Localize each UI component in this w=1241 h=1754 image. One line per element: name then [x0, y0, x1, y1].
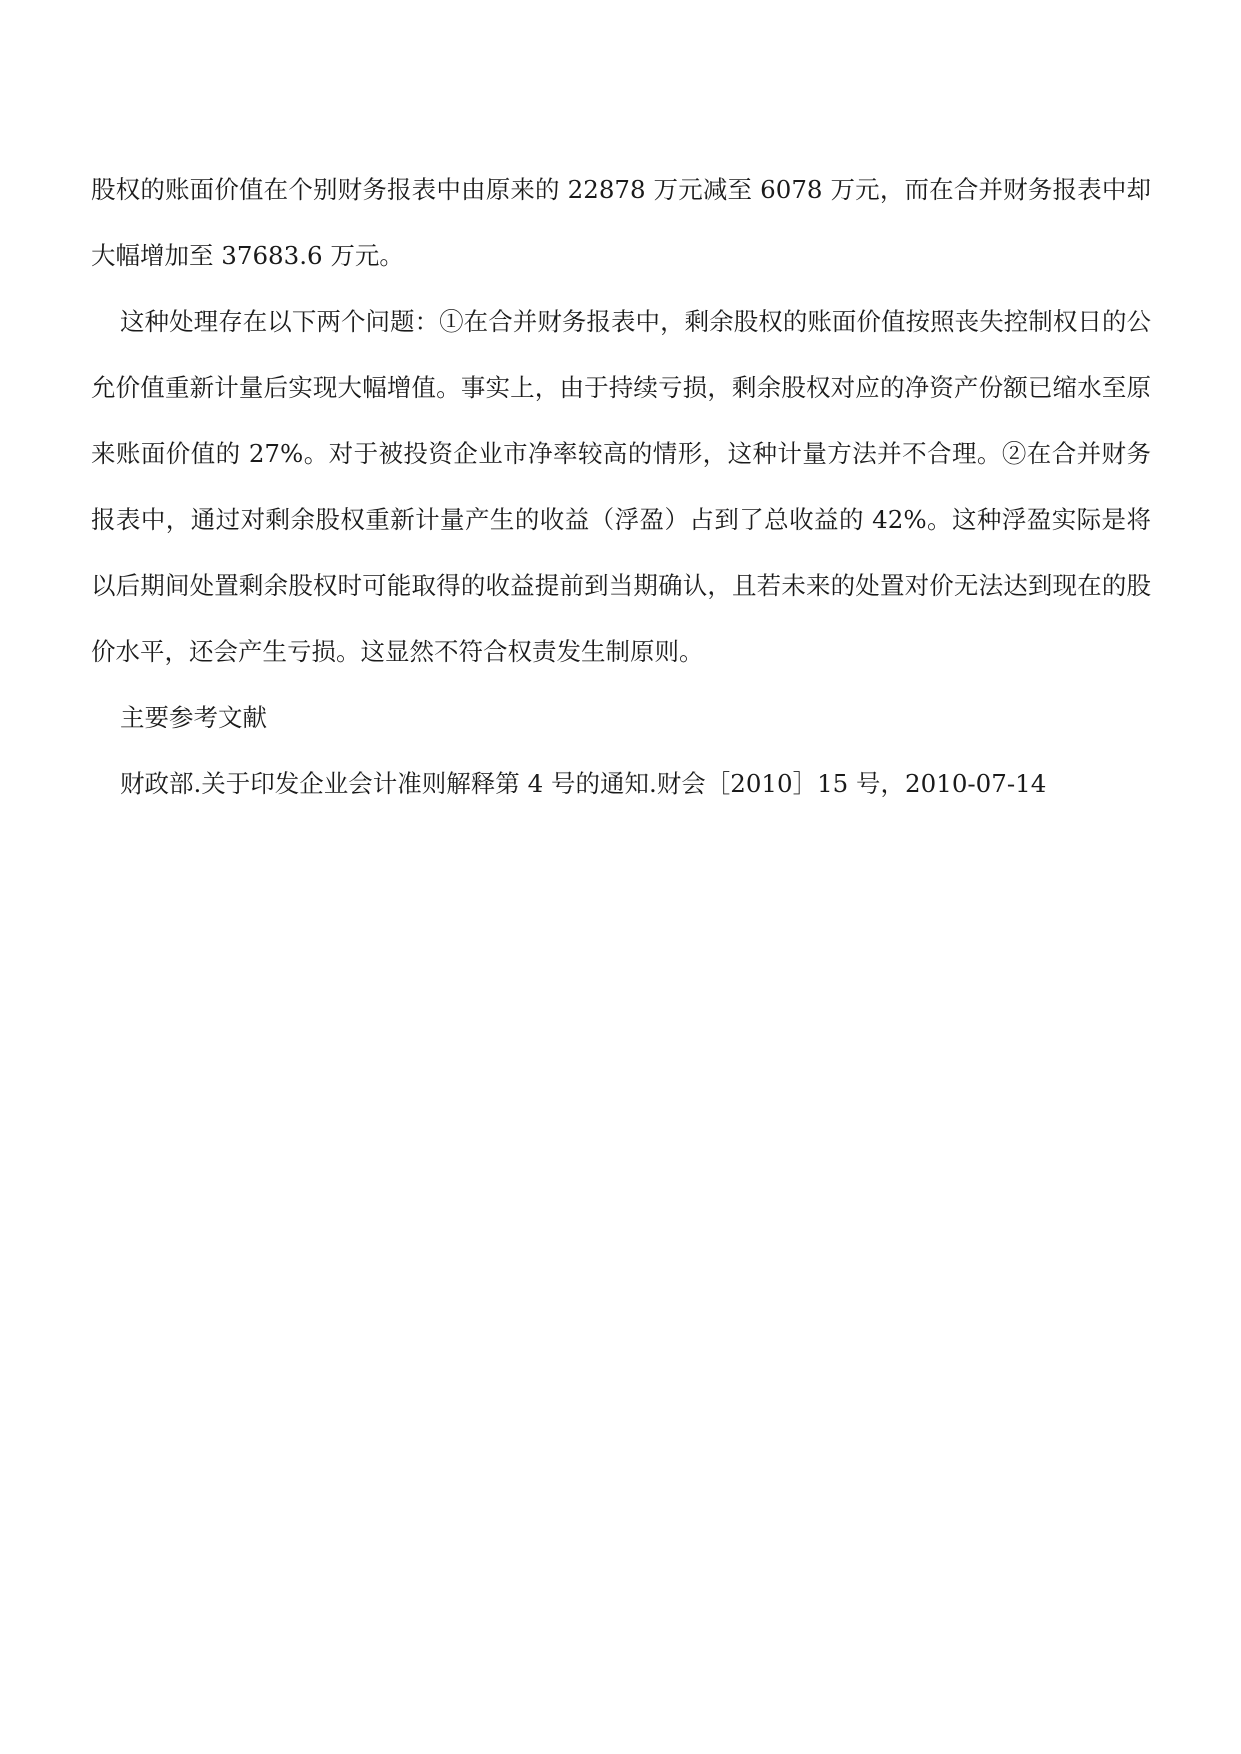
paragraph-issues: 这种处理存在以下两个问题：①在合并财务报表中，剩余股权的账面价值按照丧失控制权日的公允价值重新计量后实现大幅增值。事实上，由于持续亏损，剩余股权对应的净资产份额已缩水至原来账面价值的 27%。对于被投资企业市净率较高的情形，这种计量方法并不合理。②在合并财务报表中，通过对剩余股权重新计量产生的收益（浮盈）占到了总收益的 42%。这种浮盈实际是将以后期间处置剩余股权时可能取得的收益提前到当期确认，且若未来的处置对价无法达到现在的股价水平，还会产生亏损。这显然不符合权责发生制原则。 [91, 307, 1151, 666]
paragraph-continuation: 股权的账面价值在个别财务报表中由原来的 22878 万元减至 6078 万元，而在合并财务报表中却大幅增加至 37683.6 万元。 [91, 175, 1151, 270]
references-heading: 主要参考文献 [120, 703, 267, 732]
document-page [91, 157, 1151, 817]
reference-item: 财政部.关于印发企业会计准则解释第 4 号的通知.财会［2010］15 号，2010-07-14 [120, 769, 1047, 798]
